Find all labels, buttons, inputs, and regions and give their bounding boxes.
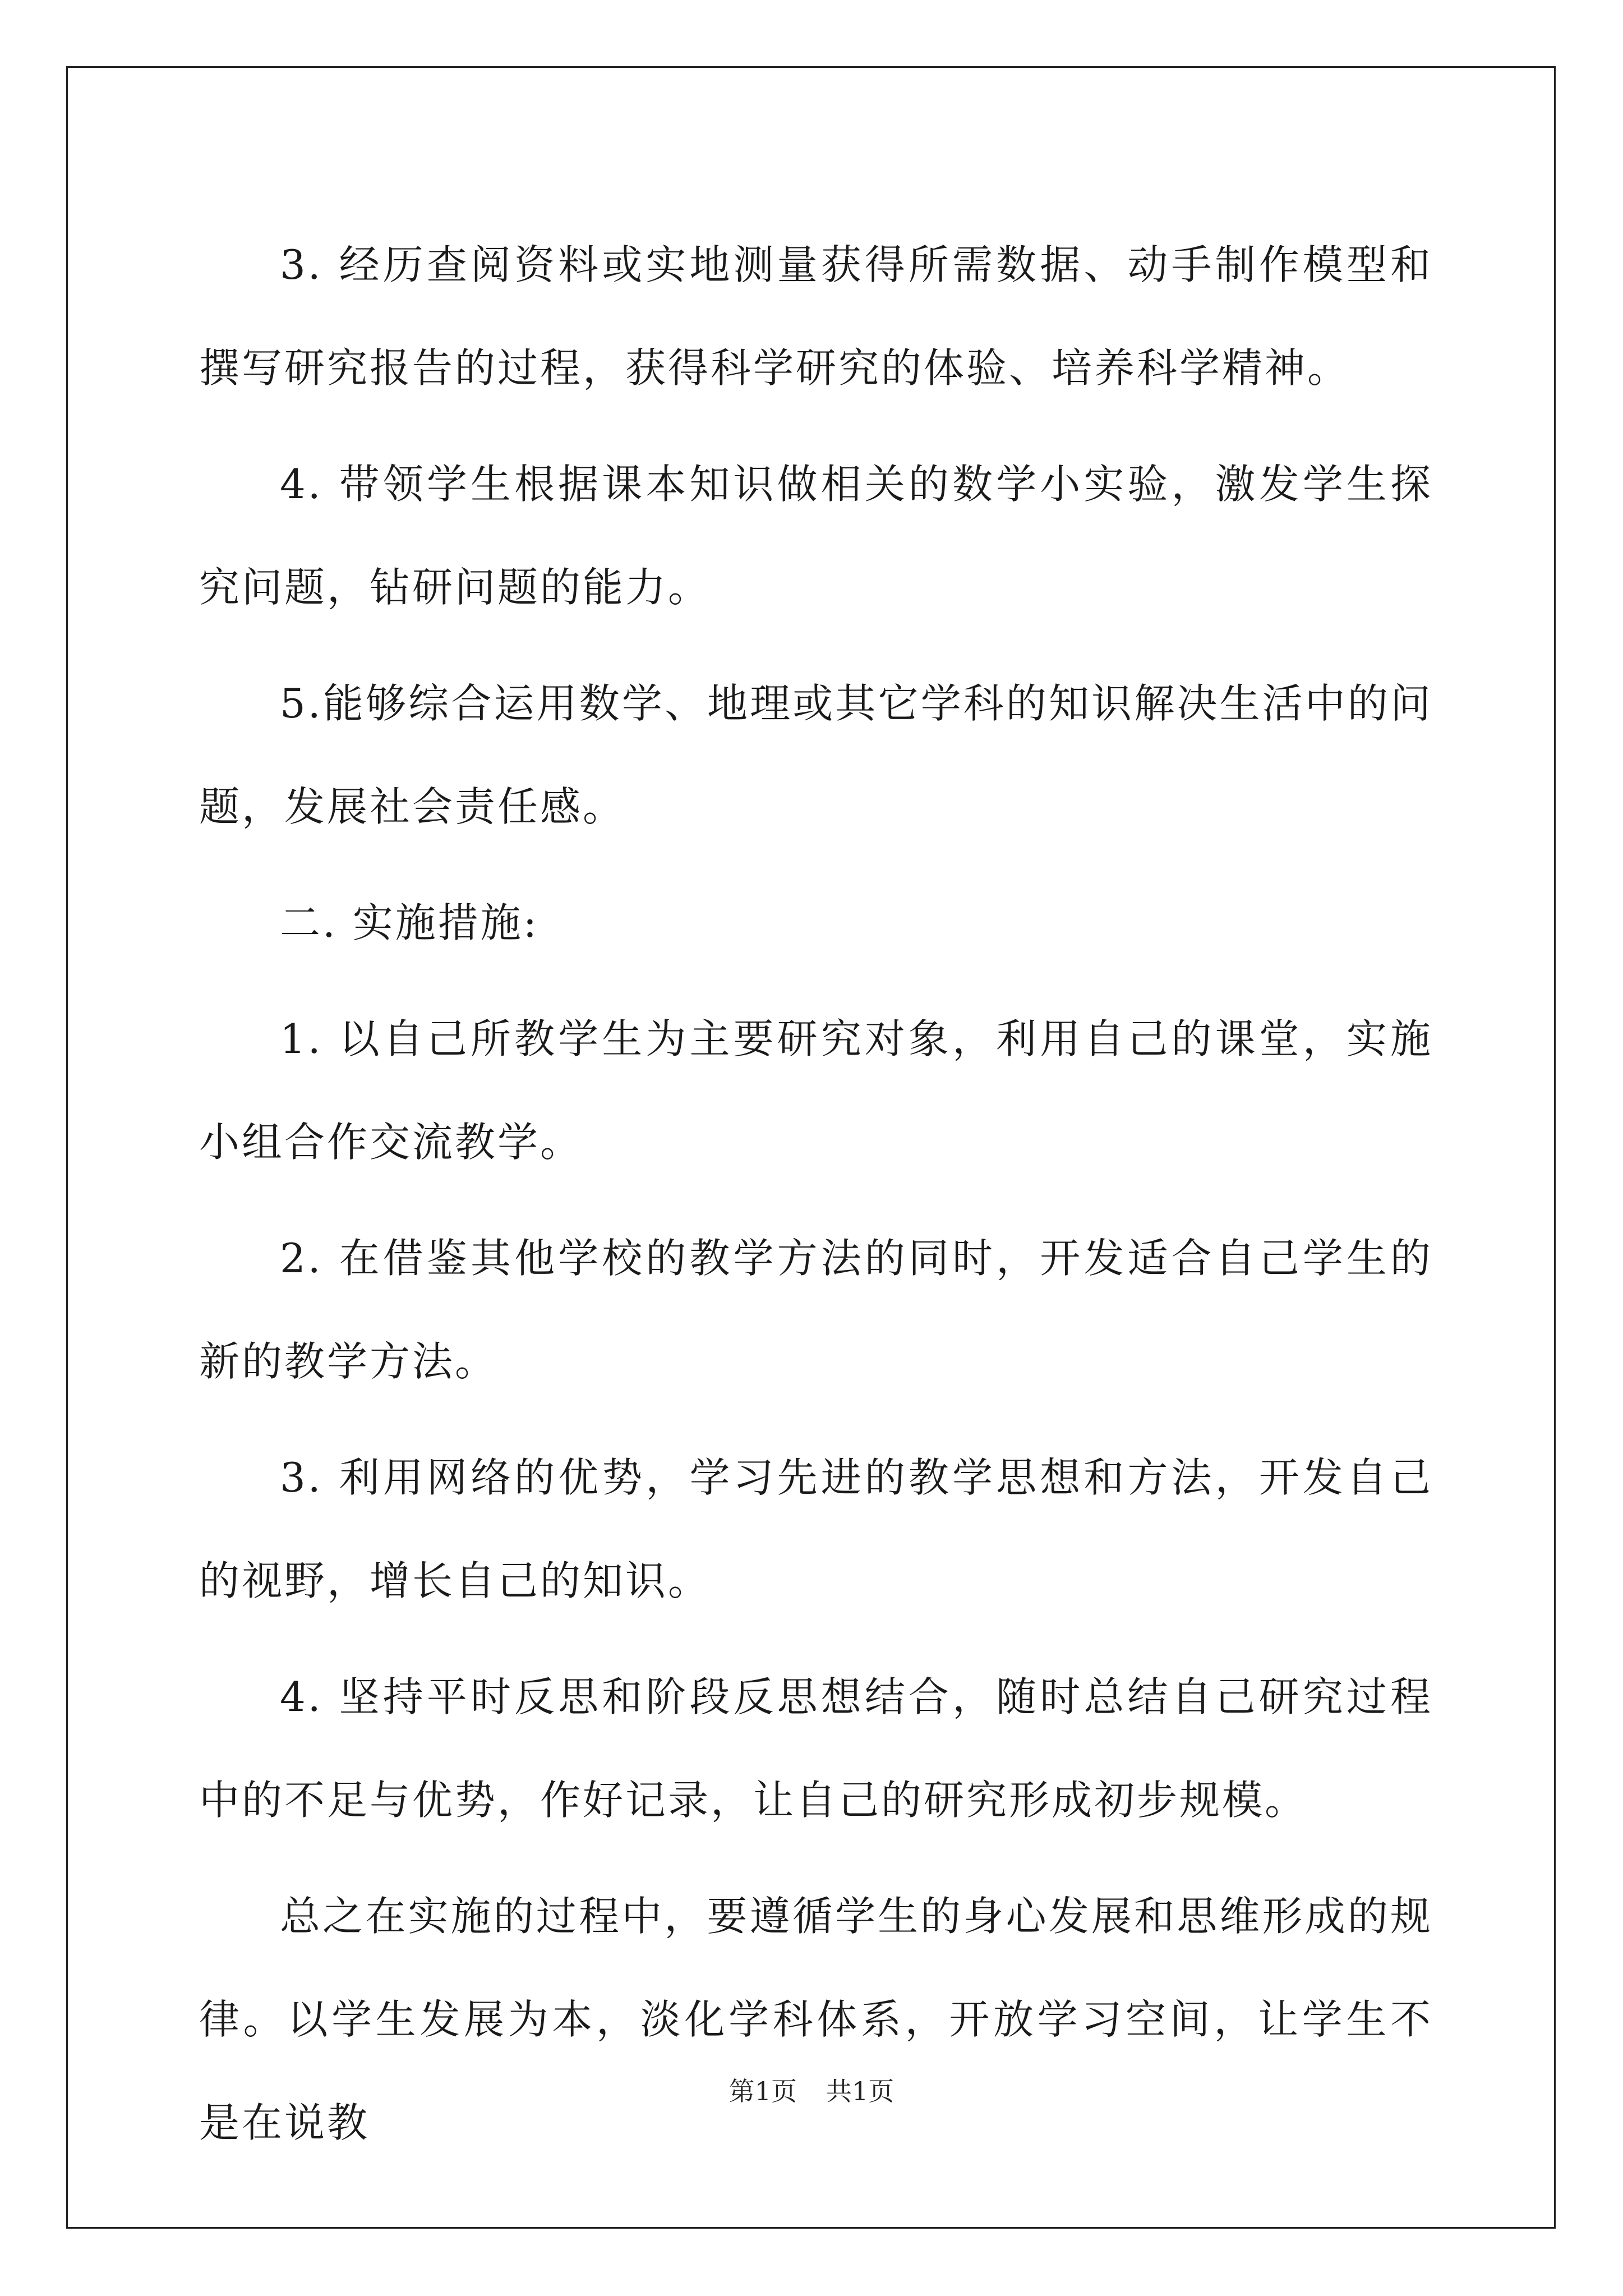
paragraph-goal-4: 4. 带领学生根据课本知识做相关的数学小实验，激发学生探究问题，钻研问题的能力。 — [199, 461, 1433, 611]
document-body — [199, 213, 1433, 2187]
paragraph-measure-2: 2. 在借鉴其他学校的教学方法的同时，开发适合自己学生的新的教学方法。 — [199, 1235, 1433, 1385]
page-number-total: 共1页 — [826, 2076, 895, 2106]
page-number-current: 第1页 — [728, 2076, 797, 2106]
paragraph-summary: 总之在实施的过程中，要遵循学生的身心发展和思维形成的规律。以学生发展为本，淡化学科体系，开放学习空间，让学生不是在说教 — [199, 1893, 1433, 2146]
paragraph-goal-3: 3. 经历查阅资料或实地测量获得所需数据、动手制作模型和撰写研究报告的过程，获得科学研究的体验、培养科学精神。 — [199, 241, 1433, 392]
paragraph-measure-4: 4. 坚持平时反思和阶段反思想结合，随时总结自己研究过程中的不足与优势，作好记录，让自己的研究形成初步规模。 — [199, 1673, 1433, 1824]
paragraph-goal-5: 5.能够综合运用数学、地理或其它学科的知识解决生活中的问题，发展社会责任感。 — [199, 680, 1433, 830]
paragraph-measure-1: 1. 以自己所教学生为主要研究对象，利用自己的课堂，实施小组合作交流教学。 — [199, 1015, 1433, 1166]
paragraph-measure-3: 3. 利用网络的优势，学习先进的教学思想和方法，开发自己的视野，增长自己的知识。 — [199, 1454, 1433, 1604]
page-footer — [0, 2074, 1623, 2108]
section-heading-measures: 二. 实施措施: — [280, 899, 540, 946]
